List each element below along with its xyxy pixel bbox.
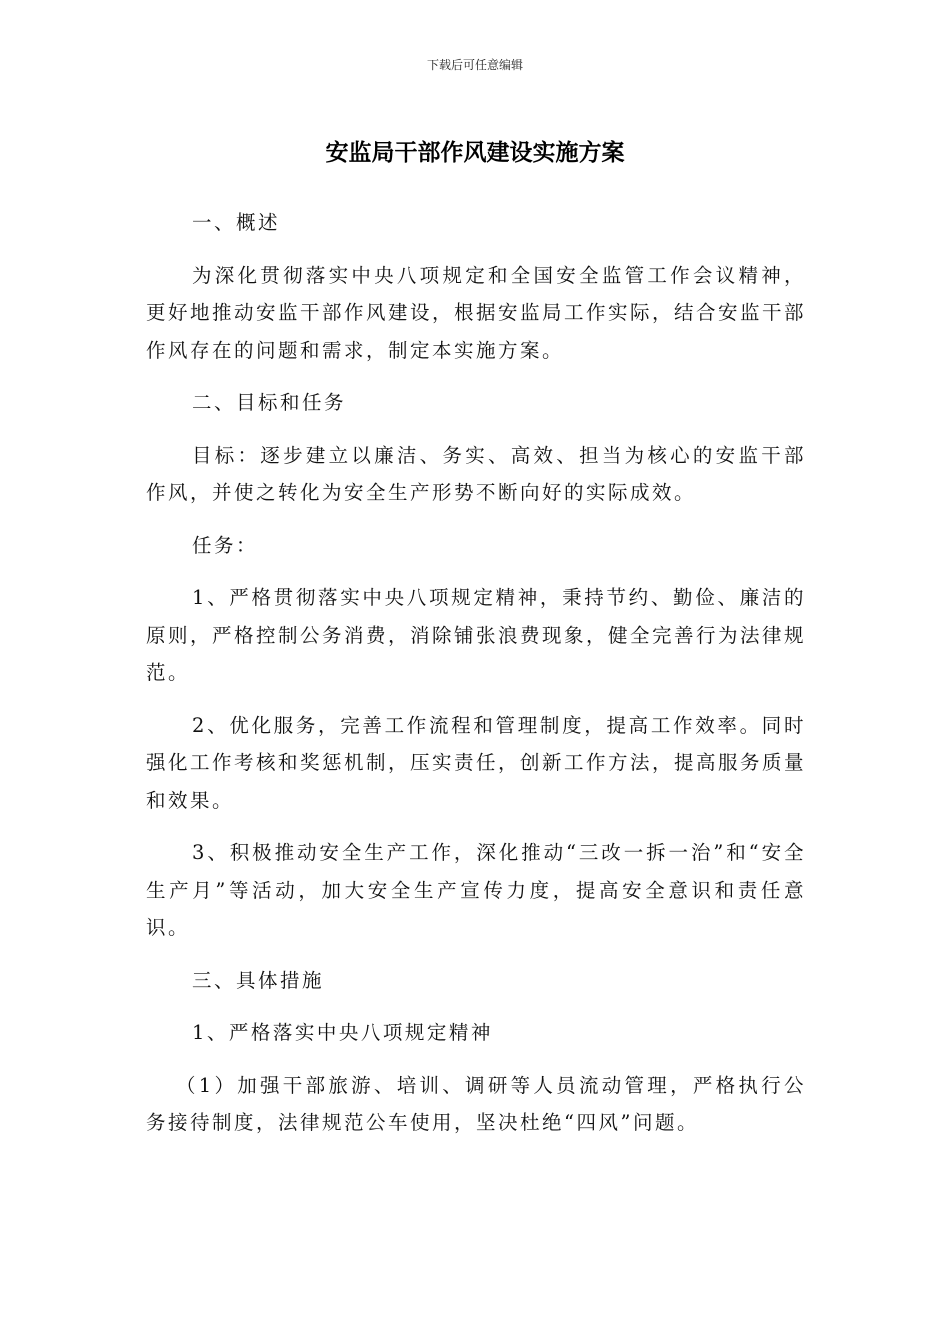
- paragraph-overview: 为深化贯彻落实中央八项规定和全国安全监管工作会议精神，更好地推动安监干部作风建设，根据安监局工作实际，结合安监干部作风存在的问题和需求，制定本实施方案。: [146, 263, 807, 362]
- page-header-note: 下载后可任意编辑: [426, 58, 523, 72]
- paragraph-goal: 目标：逐步建立以廉洁、务实、高效、担当为核心的安监干部作风，并使之转化为安全生产形势不断向好的实际成效。: [146, 443, 806, 504]
- paragraph-task-2: 2、优化服务，完善工作流程和管理制度，提高工作效率。同时强化工作考核和奖惩机制，压实责任，创新工作方法，提高服务质量和效果。: [146, 713, 807, 812]
- section-heading-goals: 二、目标和任务: [192, 391, 347, 414]
- paragraph-task-3: 3、积极推动安全生产工作，深化推动“三改一拆一治”和“安全生产月”等活动，加大安全生产宣传力度，提高安全意识和责任意识。: [146, 841, 806, 939]
- paragraph-tasks-label: 任务：: [192, 533, 259, 557]
- section-heading-overview: 一、概述: [192, 211, 281, 234]
- section-heading-measures: 三、具体措施: [192, 968, 325, 992]
- paragraph-measure-1-item-1: （1）加强干部旅游、培训、调研等人员流动管理，严格执行公务接待制度，法律规范公车使用，坚决杜绝“四风”问题。: [146, 1073, 806, 1134]
- document-body: [146, 204, 806, 1157]
- paragraph-task-1: 1、严格贯彻落实中央八项规定精神，秉持节约、勤俭、廉洁的原则，严格控制公务消费，消除铺张浪费现象，健全完善行为法律规范。: [146, 586, 807, 684]
- paragraph-measure-1: 1、严格落实中央八项规定精神: [192, 1021, 493, 1044]
- document-title: 安监局干部作风建设实施方案: [325, 140, 625, 166]
